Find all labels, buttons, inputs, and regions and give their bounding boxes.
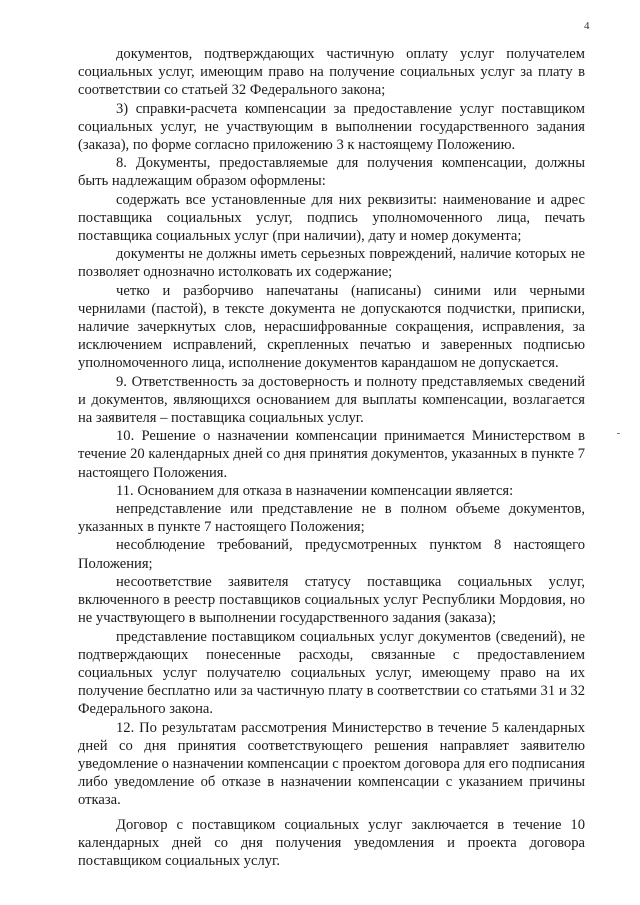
- paragraph-clause-8: 8. Документы, предоставляемые для получения компенсации, должны быть надлежащим образом оформлены:: [78, 155, 585, 190]
- paragraph-clause-9: 9. Ответственность за достоверность и полноту представляемых сведений и документов, являющихся основанием для выплаты компенсации, возлагается на заявителя – поставщика социальных услуг.: [78, 373, 585, 427]
- paragraph-refusal-4: представление поставщиком социальных услуг документов (сведений), не подтверждающих понесенные расходы, связанные с предоставлением социальных услуг получателю социальных услуг, имеющему право на их получение бесплатно или за частичную плату в соответствии со статьями 31 и 32 Федерального закона.: [78, 628, 585, 718]
- paragraph-refusal-3: несоответствие заявителя статусу поставщика социальных услуг, включенного в реестр поставщиков социальных услуг Республики Мордовия, но не участвующего в выполнении государственного задания (заказа);: [78, 573, 585, 627]
- paragraph-clause-11: 11. Основанием для отказа в назначении компенсации является:: [116, 482, 514, 499]
- paragraph-contract: Договор с поставщиком социальных услуг заключается в течение 10 календарных дней со дня получения уведомления и проекта договора поставщиком социальных услуг.: [78, 816, 585, 869]
- paragraph-continuation: документов, подтверждающих частичную оплату услуг получателем социальных услуг, имеющим право на получение социальных услуг за плату в соответствии со статьей 32 Федерального закона;: [78, 46, 585, 99]
- margin-mark: [617, 433, 620, 434]
- paragraph-no-damage: документы не должны иметь серьезных повреждений, наличие которых не позволяет однозначно истолковать их содержание;: [78, 246, 585, 281]
- paragraph-legibility: четко и разборчиво напечатаны (написаны) синими или черными чернилами (пастой), в тексте документа не допускаются подчистки, приписки, наличие зачеркнутых слов, нерасшифрованные сокращения, исправления, за исключением исправлений, скрепленных печатью и заверенных подписью уполномоченного лица, исполнение документов карандашом не допускается.: [78, 282, 585, 372]
- document-body: [78, 45, 585, 870]
- paragraph-refusal-1: непредставление или представление не в полном объеме документов, указанных в пункте 7 настоящего Положения;: [78, 501, 585, 536]
- page-number: 4: [584, 20, 590, 32]
- paragraph-clause-10: 10. Решение о назначении компенсации принимается Министерством в течение 20 календарных дней со дня принятия документов, указанных в пункте 7 настоящего Положения.: [78, 428, 585, 481]
- paragraph-requisites: содержать все установленные для них реквизиты: наименование и адрес поставщика социальных услуг, подпись уполномоченного лица, печать поставщика социальных услуг (при наличии), дату и номер документа;: [78, 191, 585, 245]
- paragraph-clause-12: 12. По результатам рассмотрения Министерство в течение 5 календарных дней со дня принятия соответствующего решения направляет заявителю уведомление о назначении компенсации с проектом договора для его подписания либо уведомление об отказе в назначении компенсации с указанием причины отказа.: [78, 719, 585, 809]
- paragraph-refusal-2: несоблюдение требований, предусмотренных пунктом 8 настоящего Положения;: [78, 537, 585, 572]
- paragraph-item-3: 3) справки-расчета компенсации за предоставление услуг поставщиком социальных услуг, не участвующим в выполнении государственного задания (заказа), по форме согласно приложению 3 к настоящему Положению.: [78, 100, 585, 154]
